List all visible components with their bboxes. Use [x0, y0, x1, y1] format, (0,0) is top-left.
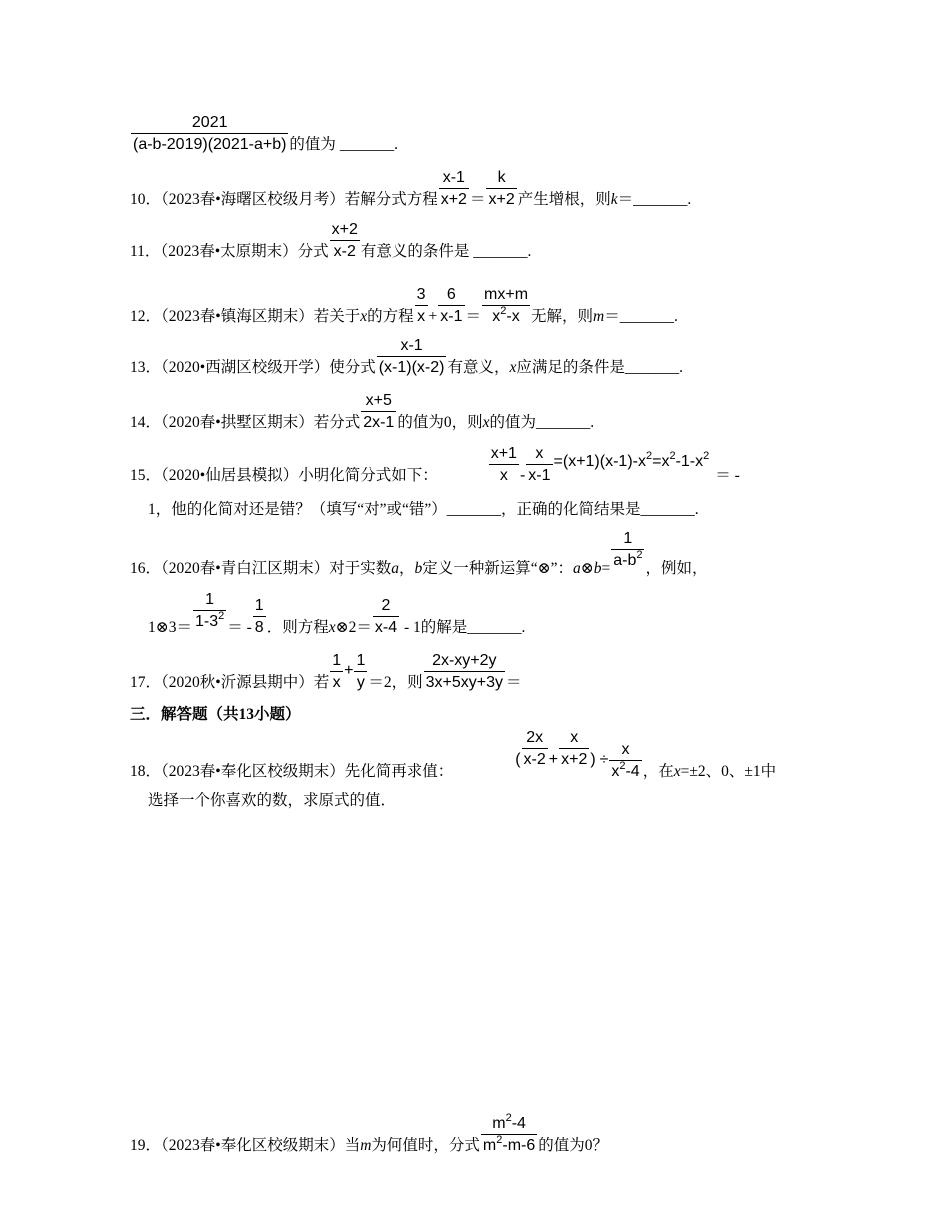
numerator: mx+m — [482, 285, 530, 306]
question-10 — [130, 168, 691, 209]
exponent: 2 — [669, 450, 676, 462]
fraction — [131, 113, 288, 154]
variable: m — [593, 308, 605, 325]
exponent: 2 — [636, 549, 643, 561]
numerator: 1 — [330, 651, 343, 672]
text: + — [548, 751, 559, 768]
question-number: 16． — [130, 560, 162, 577]
den-part: m — [482, 1137, 497, 1154]
numerator: 2x — [522, 728, 548, 749]
answer-blank: _______ — [339, 136, 395, 153]
denominator: 8 — [254, 619, 264, 636]
numerator: x+1 — [489, 444, 519, 465]
denominator: x+2 — [561, 751, 588, 768]
paren: ) — [590, 751, 596, 768]
section-title: 三．解答题（共13小题） — [130, 706, 301, 723]
exponent: 2 — [505, 1112, 512, 1124]
expression — [515, 728, 608, 769]
numerator: x-1 — [439, 168, 469, 189]
paren: ( — [515, 751, 521, 768]
denominator: y — [356, 674, 365, 691]
fraction — [193, 590, 226, 631]
text: 的值为 — [289, 136, 340, 153]
numerator: x — [559, 728, 589, 749]
operator: ⊗ — [580, 560, 594, 577]
text: ＝ - — [227, 619, 252, 636]
denominator — [611, 550, 644, 570]
question-source: （2023春•奉化区校级期末）先化简再求值： — [161, 763, 454, 780]
den-part: x — [492, 308, 501, 325]
text: . — [527, 243, 532, 260]
exponent: 2 — [218, 610, 225, 622]
num-part: -4 — [511, 1115, 526, 1132]
variable: k — [610, 191, 618, 208]
denominator — [193, 611, 226, 631]
variable: a — [572, 560, 581, 577]
text: 有意义， — [447, 359, 510, 376]
fraction — [559, 728, 589, 769]
question-18 — [130, 729, 777, 781]
question-source: （2020春•拱墅区期末）若分式 — [161, 414, 361, 431]
text: . — [394, 136, 398, 153]
numerator: k — [486, 168, 516, 189]
den-part: -m-6 — [502, 1137, 536, 1154]
question-11 — [130, 220, 531, 261]
text: + — [344, 662, 354, 679]
num-part: m — [492, 1115, 506, 1132]
variable: x — [509, 359, 517, 376]
text: ，例如， — [645, 560, 708, 577]
fraction — [482, 285, 530, 326]
text: 产生增根，则 — [517, 191, 611, 208]
question-19 — [130, 1114, 608, 1155]
text: ＝ — [465, 308, 482, 325]
exponent: 2 — [619, 760, 626, 772]
variable: b — [414, 560, 423, 577]
fraction — [522, 728, 548, 769]
denominator — [482, 306, 530, 326]
question-number: 14． — [130, 414, 162, 431]
text: = — [601, 560, 611, 577]
question-number: 11． — [130, 243, 161, 260]
fraction — [609, 740, 641, 781]
exponent: 2 — [645, 450, 653, 462]
text: 为何值时，分式 — [371, 1137, 480, 1154]
variable: x — [673, 763, 681, 780]
numerator: x-1 — [377, 336, 447, 357]
text: ， — [398, 560, 415, 577]
numerator — [481, 1114, 537, 1135]
numerator: 1 — [253, 596, 266, 617]
denominator: x — [499, 467, 508, 484]
fraction — [424, 651, 505, 692]
denominator: (a-b-2019)(2021-a+b) — [133, 136, 287, 153]
numerator: 2 — [373, 596, 399, 617]
denominator: x-2 — [523, 751, 546, 768]
fraction — [330, 220, 360, 261]
text: 1，他的化简对还是错？（填写“对”或“错”） — [148, 501, 447, 518]
text: . — [590, 414, 595, 431]
text: . — [694, 501, 699, 518]
question-source: （2023春•太原期末）分式 — [160, 243, 329, 260]
question-15-line2 — [148, 501, 699, 519]
fraction — [486, 168, 516, 209]
text: 有意义的条件是 — [360, 243, 474, 260]
text: ＝2，则 — [368, 674, 423, 691]
denominator: x-1 — [440, 308, 463, 325]
variable: x — [360, 308, 368, 325]
question-source: （2020秋•沂源县期中）若 — [161, 674, 330, 691]
denominator: x-1 — [528, 467, 551, 484]
fraction — [330, 651, 343, 692]
answer-blank: _______ — [467, 619, 522, 636]
text: 无解，则 — [531, 308, 594, 325]
text: . — [674, 308, 678, 325]
text: 定义一种新运算“⊗”： — [422, 560, 573, 577]
variable: x — [482, 414, 490, 431]
question-number: 17． — [130, 674, 162, 691]
variable: m — [360, 1137, 372, 1154]
numerator: x — [609, 740, 641, 761]
fraction — [377, 336, 447, 377]
expr: =(x+1)(x-1)-x — [553, 453, 646, 470]
question-15 — [130, 444, 740, 485]
denominator: x-2 — [333, 243, 356, 260]
fraction — [415, 285, 428, 326]
denominator: x-4 — [374, 619, 398, 636]
den-part: 1-3 — [195, 613, 219, 630]
fraction — [481, 1114, 537, 1155]
text: ＝ — [604, 308, 620, 325]
variable: b — [593, 560, 602, 577]
question-source: （2020•仙居县模拟）小明化简分式如下： — [161, 467, 438, 484]
text: 的值为0？ — [538, 1137, 609, 1154]
question-number: 10． — [130, 191, 162, 208]
denominator: (x-1)(x-2) — [378, 359, 445, 376]
exponent: 2 — [496, 1134, 503, 1146]
text: - 1的解是 — [400, 619, 468, 636]
denominator — [609, 761, 641, 781]
exponent: 2 — [703, 450, 710, 462]
answer-blank: _______ — [633, 191, 688, 208]
text: 的方程 — [367, 308, 414, 325]
text: ，在 — [642, 763, 674, 780]
question-source: （2023春•镇海区期末）若关于 — [161, 308, 361, 325]
expr: -1-x — [675, 453, 704, 470]
text: ⊗2＝ — [335, 619, 372, 636]
answer-blank: _______ — [446, 501, 502, 518]
denominator: 2x-1 — [363, 414, 395, 431]
fraction — [438, 285, 464, 326]
text: ＝ - — [715, 467, 740, 484]
question-source: （2020•西湖区校级开学）使分式 — [161, 359, 376, 376]
text: ．则方程 — [266, 619, 329, 636]
answer-blank: _______ — [536, 414, 591, 431]
answer-blank: _______ — [624, 359, 680, 376]
text: 的值为 — [489, 414, 536, 431]
fraction — [439, 168, 469, 209]
question-number: 12． — [130, 308, 162, 325]
question-number: 13． — [130, 359, 162, 376]
text: 的值为0，则 — [397, 414, 483, 431]
question-16 — [130, 529, 707, 578]
numerator: 1 — [193, 590, 226, 611]
fraction — [253, 596, 266, 637]
text: =±2、0、±1中 — [680, 763, 777, 780]
numerator: x+5 — [361, 391, 396, 412]
question-source: （2020春•青白江区期末）对于实数 — [161, 560, 392, 577]
text: ，正确的化简结果是 — [501, 501, 641, 518]
numerator: 1 — [354, 651, 367, 672]
q9-continuation — [130, 113, 398, 154]
denominator: 3x+5xy+3y — [425, 674, 504, 691]
denominator: x+2 — [488, 191, 515, 208]
fraction — [354, 651, 367, 692]
text: . — [521, 619, 526, 636]
question-source: （2023春•奉化区校级期末）当 — [161, 1137, 361, 1154]
text: . — [679, 359, 684, 376]
numerator: x+2 — [330, 220, 360, 241]
fraction — [373, 596, 399, 637]
denominator: x+2 — [440, 191, 467, 208]
question-number: 19． — [130, 1137, 162, 1154]
operator: ÷ — [599, 751, 609, 768]
fraction — [361, 391, 396, 432]
expression — [553, 450, 710, 470]
text: ＝ — [469, 191, 486, 208]
den-part: a-b — [613, 552, 637, 569]
question-source: （2023春•海曙区校级月考）若解分式方程 — [161, 191, 438, 208]
denominator — [481, 1135, 537, 1155]
variable: x — [328, 619, 336, 636]
text: 选择一个你喜欢的数，求原式的值． — [148, 792, 397, 809]
question-17 — [130, 651, 522, 692]
question-13 — [130, 336, 683, 377]
question-12 — [130, 285, 678, 326]
den-part: -x — [506, 308, 520, 325]
text: + — [428, 308, 438, 325]
answer-blank: _______ — [473, 243, 528, 260]
section-heading — [130, 706, 301, 724]
text: 应满足的条件是 — [516, 359, 625, 376]
denominator: x — [417, 308, 426, 325]
fraction — [611, 529, 644, 570]
numerator: 2x-xy+2y — [424, 651, 505, 672]
text: 1⊗3＝ — [148, 619, 192, 636]
question-number: 15． — [130, 467, 162, 484]
fraction — [489, 444, 519, 485]
numerator: 3 — [415, 285, 428, 306]
denominator: x — [332, 674, 341, 691]
variable: a — [391, 560, 399, 577]
question-number: 18． — [130, 763, 162, 780]
text: - — [519, 467, 526, 484]
exponent: 2 — [500, 305, 507, 317]
text: ＝ — [617, 191, 634, 208]
numerator: x — [526, 444, 552, 465]
question-18-line2 — [148, 792, 396, 810]
fraction — [526, 444, 552, 485]
text: . — [687, 191, 692, 208]
answer-blank: _______ — [619, 308, 674, 325]
question-14 — [130, 391, 594, 432]
answer-blank: _______ — [640, 501, 695, 518]
numerator: 2021 — [131, 113, 288, 134]
text: ＝ — [506, 674, 522, 691]
den-part: -4 — [625, 763, 640, 780]
question-16-line2 — [148, 590, 525, 637]
den-part: x — [611, 763, 620, 780]
numerator: 1 — [611, 529, 644, 550]
numerator: 6 — [438, 285, 464, 306]
expr: =x — [652, 453, 670, 470]
